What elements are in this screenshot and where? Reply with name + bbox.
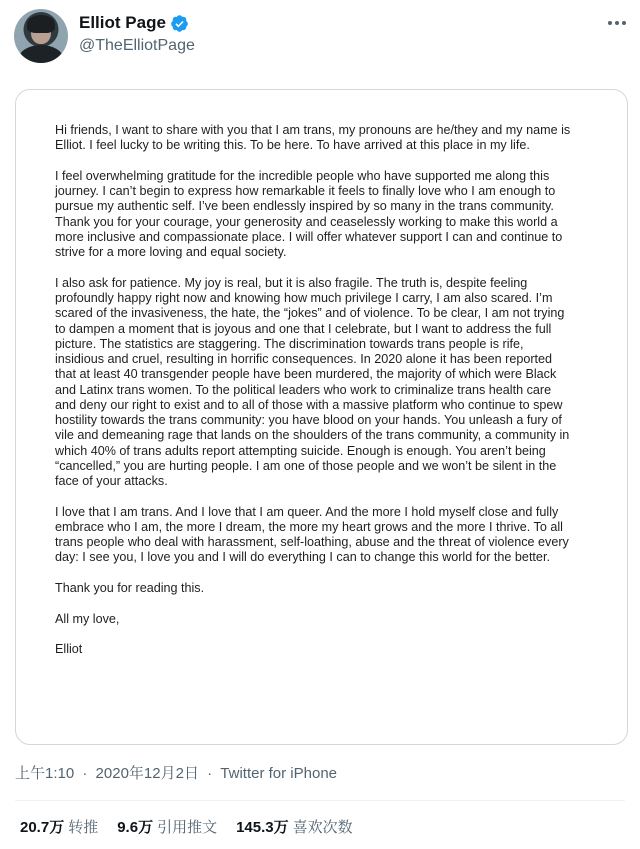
avatar-hair xyxy=(27,15,55,33)
quotes-stat[interactable] xyxy=(117,818,217,838)
quotes-label: 引用推文 xyxy=(157,819,218,836)
dot xyxy=(622,21,626,25)
letter-paragraph: Elliot xyxy=(55,642,83,657)
letter-paragraph: Thank you for reading this. xyxy=(55,581,205,596)
tweet-source[interactable]: Twitter for iPhone xyxy=(220,765,338,782)
letter-paragraph: I love that I am trans. And I love that I am queer. And the more I hold myself close and fully embrace who I am, the more I dream, the more my heart grows and the more I thrive. To all trans people who deal with harassment, self-loathing, abuse and the threat of violence every day: I see you, I love you and I will do everything I can to change this world for the better. xyxy=(55,504,569,565)
letter-paragraph: I also ask for patience. My joy is real, but it is also fragile. The truth is, despite feeling profoundly happy right now and knowing how much privilege I carry, I am also scared. I’m scared of the invasiveness, the hate, the “jokes” and of violence. To be clear, I am not trying to dampen a moment that is joyous and one that I celebrate, but I want to address the full picture. The statistics are staggering. The discrimination towards trans people is rife, insidious and cruel, resulting in horrific consequences. In 2020 alone it has been reported that at least 40 transgender people have been murdered, the majority of which were Black and Latinx trans women. To the political leaders who work to criminalize trans health care and deny our right to exist and to all of those with a massive platform who continue to spew hostility towards the trans community: you have blood on your hands. You unleash a fury of vile and demeaning rage that lands on the shoulders of the trans community, a community in which 40% of trans adults report attempting suicide. Enough is enough. You aren’t being “cancelled,” you are hurting people. I am one of those people and we won’t be silent in the face of your attacks. xyxy=(55,275,570,489)
dot xyxy=(608,21,612,25)
quotes-count: 9.6万 xyxy=(117,819,154,836)
tweet-header xyxy=(0,0,640,80)
meta-separator: · xyxy=(82,765,88,782)
retweets-stat[interactable] xyxy=(20,818,98,838)
tweet-time[interactable]: 上午1:10 xyxy=(15,765,75,782)
avatar[interactable] xyxy=(14,9,68,63)
engagement-stats xyxy=(20,818,372,838)
avatar-shoulders xyxy=(18,45,64,63)
letter-paragraph: I feel overwhelming gratitude for the incredible people who have supported me along this journey. I can’t begin to express how remarkable it feels to finally love who I am enough to pursue my authentic self. I’ve been endlessly inspired by so many in the trans community. Thank you for your courage, your generosity and ceaselessly working to make this world a more inclusive and compassionate place. I will offer whatever support I can and continue to strive for a more loving and equal society. xyxy=(55,168,563,260)
dot xyxy=(615,21,619,25)
likes-count: 145.3万 xyxy=(236,819,289,836)
more-options-icon[interactable] xyxy=(608,12,626,34)
divider xyxy=(15,800,625,801)
likes-stat[interactable] xyxy=(236,818,353,838)
name-row xyxy=(79,12,189,34)
retweets-count: 20.7万 xyxy=(20,819,65,836)
letter-paragraph: All my love, xyxy=(55,611,120,626)
letter-paragraph: Hi friends, I want to share with you that I am trans, my pronouns are he/they and my name is Elliot. I feel lucky to be writing this. To be here. To have arrived at this place in my life. xyxy=(55,123,571,153)
likes-label: 喜欢次数 xyxy=(292,819,353,836)
retweets-label: 转推 xyxy=(68,819,99,836)
verified-badge-icon xyxy=(170,14,189,33)
user-handle[interactable]: @TheElliotPage xyxy=(79,37,195,54)
tweet-meta xyxy=(15,764,337,784)
display-name[interactable]: Elliot Page xyxy=(79,13,166,32)
meta-separator: · xyxy=(207,765,213,782)
tweet-date[interactable]: 2020年12月2日 xyxy=(95,765,199,782)
letter-text xyxy=(55,123,575,673)
attached-letter-image[interactable] xyxy=(15,89,628,745)
